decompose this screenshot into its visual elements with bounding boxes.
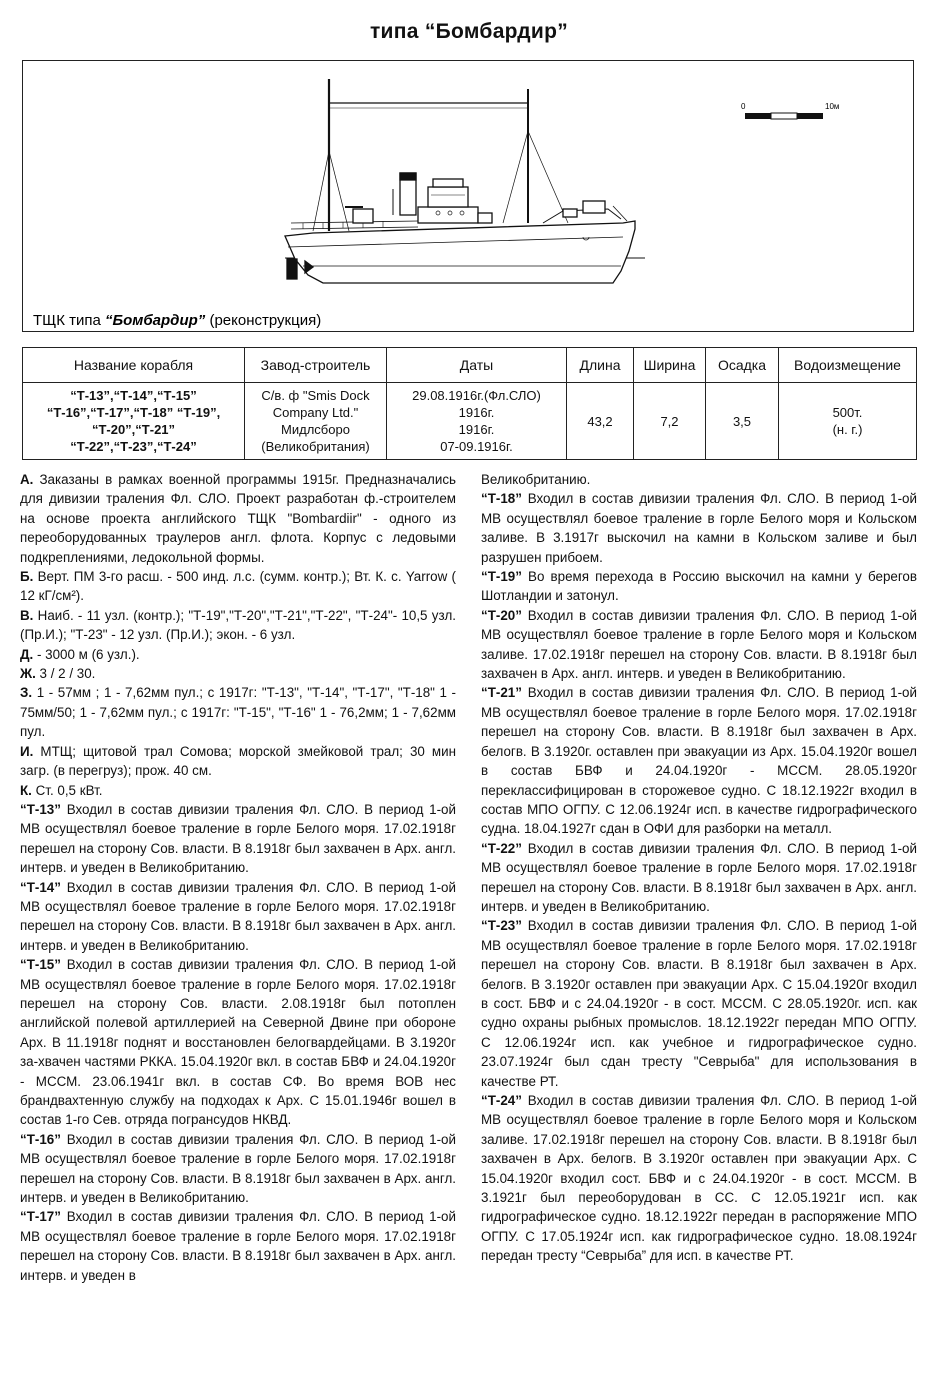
text-column-left — [20, 470, 456, 1285]
para-text: 1 - 57мм ; 1 - 7,62мм пул.; с 1917г: "Т-13", "Т-14", "Т-17", "Т-18" 1 - 75мм/50; 1 - 7,62мм пул.; с 1917г: "Т-15", "Т-16" 1 - 76,2мм; 1 - 7,62мм пул. — [20, 685, 456, 740]
para-text: Входил в состав дивизии траления Фл. СЛО. В период 1-ой МВ осуществлял боевое траление в горле Белого моря и Кольском заливе. 17.02.1918г перешел на сторону Сов. власти. В 8.1918г был захвачен в Арх. белогв. В 3.1920г оставлен при эвакуации Арх. С 15.04.1920г входил сост. БВФ и с 24.04.1920г - в сост. МССМ. В 3.1921г был переоборудован в СС. С 12.05.1921г исп. как гидрографическое судно. 18.12.1922г передан в распоряжение МПО ОГПУ. С 17.05.1924г исп. как гидрографическое судно. 18.08.1924г передан тресту “Севрыба” для исп. в качестве РТ. — [481, 1093, 917, 1264]
paragraph — [481, 683, 917, 838]
para-label: “Т-21” — [481, 685, 522, 701]
header-beam: Ширина — [634, 348, 706, 383]
paragraph — [20, 1207, 456, 1285]
header-builder: Завод-строитель — [245, 348, 387, 383]
table-row — [23, 383, 917, 460]
scale-bar — [741, 102, 839, 119]
ship-names-line: “Т-22”,“Т-23”,“Т-24” — [70, 439, 197, 454]
caption-prefix: ТЩК типа — [33, 312, 106, 329]
page-title: типа “Бомбардир” — [369, 20, 569, 43]
paragraph — [20, 878, 456, 956]
table-header-row — [23, 348, 917, 383]
displacement-value: 500т. — [832, 405, 863, 420]
para-label: “Т-24” — [481, 1093, 522, 1108]
para-text: Входил в состав дивизии траления Фл. СЛО. В период 1-ой МВ осуществлял боевое траление в горле Белого моря и Кольском заливе. 17.02.1918г перешел на сторону Сов. власти. В 8.1918г был захвачен в Арх. англ. интерв. и уведен в Великобританию. — [481, 607, 917, 682]
cell-builder — [245, 383, 387, 460]
paragraph — [20, 800, 456, 878]
specs-table — [22, 347, 917, 460]
para-text: Входил в состав дивизии траления Фл. СЛО. В период 1-ой МВ осуществлял боевое траление в горле Белого моря. 17.02.1918г перешел на сторону Сов. власти. В 8.1918г был захвачен в Арх. белогв. В 3.1920г оставлен при эвакуации Арх. С 15.04.1920г входил в сост. БВФ и с 24.04.1920г - в сост. МССМ. С 28.05.1920г. исп. как судно охраны рыбных промыслов. 18.12.1922г передан МПО ОГПУ. С 12.06.1924г исп. как учебное и гидрографическое судно. 23.07.1924г был сдан тресту "Севрыба" для использования в качестве РТ. — [481, 918, 917, 1089]
para-text: МТЩ; щитовой трал Сомова; морской змейковой трал; 30 мин загр. (в перегруз); прож. 40 см. — [20, 743, 456, 779]
para-label: “Т-17” — [20, 1209, 61, 1225]
dates-line: 29.08.1916г.(Фл.СЛО) — [412, 388, 541, 403]
para-label: К. — [20, 782, 32, 798]
para-label: “Т-20” — [481, 607, 522, 623]
paragraph — [20, 781, 456, 800]
dates-line: 07-09.1916г. — [440, 439, 513, 454]
header-displacement: Водоизмещение — [779, 348, 917, 383]
paragraph — [481, 1091, 917, 1266]
header-draft: Осадка — [706, 348, 779, 383]
para-label: “Т-18” — [481, 491, 522, 507]
para-text: Входил в состав дивизии траления Фл. СЛО. В период 1-ой МВ осуществлял боевое траление в горле Белого моря. 17.02.1918г перешел на сторону Сов. власти. В 8.1918г был захвачен в Арх. англ. интерв. и уведен в — [20, 1209, 456, 1283]
paragraph — [481, 470, 917, 489]
ship-drawing-frame — [22, 60, 914, 332]
para-text: Во время перехода в Россию выскочил на камни у берегов Шотландии и затонул. — [481, 569, 917, 604]
para-label: А. — [20, 472, 34, 487]
paragraph — [20, 645, 456, 664]
para-text: Верт. ПМ 3-го расш. - 500 инд. л.с. (сумм. контр.); Вт. К. с. Yarrow ( 12 кГ/см²). — [20, 569, 456, 604]
ship-names-line: “Т-16”,“Т-17”,“Т-18” “Т-19”, — [46, 405, 221, 420]
para-text: Входил в состав дивизии траления Фл. СЛО. В период 1-ой МВ осуществлял боевое траление в горле Белого моря. 17.02.1918г перешел на сторону Сов. власти. В 8.1918г был захвачен в Арх. англ. интерв. и уведен в Великобританию. — [481, 840, 917, 914]
ship-names-line: “Т-13”,“Т-14”,“Т-15” — [70, 388, 197, 403]
para-label: Б. — [20, 569, 34, 585]
para-text: Входил в состав дивизии траления Фл. СЛО. В период 1-ой МВ осуществлял боевое траление в горле Белого моря. 17.02.1918г перешел на сторону Сов. власти. В 8.1918г был захвачен в Арх. англ. интерв. и уведен в Великобританию. — [20, 1131, 456, 1206]
figure-caption — [33, 312, 321, 329]
para-label: “Т-13” — [20, 801, 61, 817]
para-label: И. — [20, 743, 34, 759]
para-label: Ж. — [20, 666, 36, 682]
para-label: “Т-14” — [20, 879, 61, 895]
paragraph — [20, 470, 456, 567]
para-text: Входил в состав дивизии траления Фл. СЛО. В период 1-ой МВ осуществлял боевое траление в горле Белого моря. 17.02.1918г перешел на сторону Сов. власти. В 8.1918г был захвачен в Арх. англ. интерв. и уведен в Великобританию. — [20, 801, 456, 876]
dates-line: 1916г. — [458, 405, 495, 420]
caption-ship-name: “Бомбардир” — [105, 312, 206, 329]
cell-draft: 3,5 — [706, 383, 779, 460]
paragraph — [481, 606, 917, 684]
dates-line: 1916г. — [458, 422, 495, 437]
para-label: “Т-15” — [20, 957, 61, 973]
para-text: Входил в состав дивизии траления Фл. СЛО. В период 1-ой МВ осуществлял боевое траление в горле Белого моря. 17.02.1918г перешел на сторону Сов. власти. 2.08.1918г был потоплен английской полевой артиллерией на Северной Двине при обороне Арх. В 11.1918г поднят и восстановлен белогвардейцами. В 3.1920г за-хвачен частями РККА. 15.04.1920г вкл. в состав БВФ и 24.04.1920г - МССМ. 23.06.1941г вкл. в состав СФ. Во время ВОВ нес брандвахтенную службу на подходах к Арх. С 15.01.1946г вошел в состав 1-го Сев. отряда погрансудов НКВД. — [20, 957, 456, 1128]
scale-start-label: 0 — [741, 102, 746, 111]
paragraph — [481, 489, 917, 567]
scale-end-label: 10м — [825, 102, 840, 111]
paragraph — [20, 664, 456, 683]
para-text: Наиб. - 11 узл. (контр.); "Т-19","Т-20","Т-21","Т-22", "Т-24"- 10,5 узл.(Пр.И.); "Т-23" - 12 узл. (Пр.И.); экон. - 6 узл. — [20, 607, 456, 643]
header-dates: Даты — [387, 348, 567, 383]
para-text: Входил в состав дивизии траления Фл. СЛО. В период 1-ой МВ осуществлял боевое траление в горле Белого моря и Кольском заливе. В 3.1917г выскочил на камни в Кольском заливе и был разрушен прибоем. — [481, 491, 917, 565]
para-label: “Т-19” — [481, 569, 522, 585]
ship-names-line: “Т-20”,“Т-21” — [91, 422, 176, 437]
para-text: 3 / 2 / 30. — [35, 666, 96, 682]
paragraph — [481, 567, 917, 606]
builder-line: Мидлсборо — [281, 422, 350, 437]
para-label: З. — [20, 685, 33, 701]
paragraph — [20, 683, 456, 741]
paragraph — [481, 916, 917, 1091]
ship-profile-drawing — [23, 61, 913, 331]
cell-beam: 7,2 — [634, 383, 706, 460]
builder-line: С/в. ф "Smis Dock — [261, 388, 370, 403]
paragraph — [20, 955, 456, 1130]
paragraph — [481, 839, 917, 917]
cell-dates — [387, 383, 567, 460]
cell-ship-names — [23, 383, 245, 460]
para-text: Великобританию. — [481, 472, 591, 487]
paragraph — [20, 606, 456, 645]
paragraph — [20, 742, 456, 781]
displacement-note: (н. г.) — [832, 422, 863, 437]
text-column-right — [481, 470, 917, 1266]
caption-suffix: (реконструкция) — [205, 312, 322, 329]
para-text: - 3000 м (6 узл.). — [33, 646, 140, 662]
builder-line: Company Ltd." — [272, 405, 359, 420]
para-text: Входил в состав дивизии траления Фл. СЛО. В период 1-ой МВ осуществлял боевое траление в горле Белого моря. 17.02.1918г перешел на сторону Сов. власти. В 8.1918г был захвачен в Арх. белогв. В 3.1920г. оставлен при эвакуации из Арх. 15.04.1920г вошел в состав БВФ и 24.04.1920г - МССМ. 28.05.1920г переклассифицирован в сторожевое судно. С 18.12.1922г входил в состав МПО ОГПУ. С 12.06.1924г исп. в качестве гидрографического судна. 18.04.1927г сдан в ОФИ для разборки на металл. — [481, 685, 917, 837]
para-label: Д. — [20, 646, 34, 662]
builder-line: (Великобритания) — [261, 439, 370, 454]
para-text: Заказаны в рамках военной программы 1915г. Предназначались для дивизии траления Фл. СЛО. Проект разработан ф.-строителем на основе проекта английского ТЩК "Bombardiir" - одного из переоборудованных траулеров англ. флота. Корпус с ледовыми подкреплениями, ледокольной формы. — [20, 472, 456, 565]
header-length: Длина — [567, 348, 634, 383]
header-name: Название корабля — [23, 348, 245, 383]
paragraph — [20, 567, 456, 606]
para-label: “Т-22” — [481, 840, 522, 856]
para-text: Входил в состав дивизии траления Фл. СЛО. В период 1-ой МВ осуществлял боевое траление в горле Белого моря. 17.02.1918г перешел на сторону Сов. власти. В 8.1918г был захвачен в Арх. англ. интерв. и уведен в Великобританию. — [20, 879, 456, 953]
para-label: В. — [20, 607, 34, 623]
para-text: Ст. 0,5 кВт. — [31, 782, 103, 798]
para-label: “Т-23” — [481, 918, 522, 934]
para-label: “Т-16” — [20, 1131, 61, 1147]
cell-length: 43,2 — [567, 383, 634, 460]
paragraph — [20, 1130, 456, 1208]
cell-displacement — [779, 383, 917, 460]
ship-profile — [285, 79, 645, 283]
